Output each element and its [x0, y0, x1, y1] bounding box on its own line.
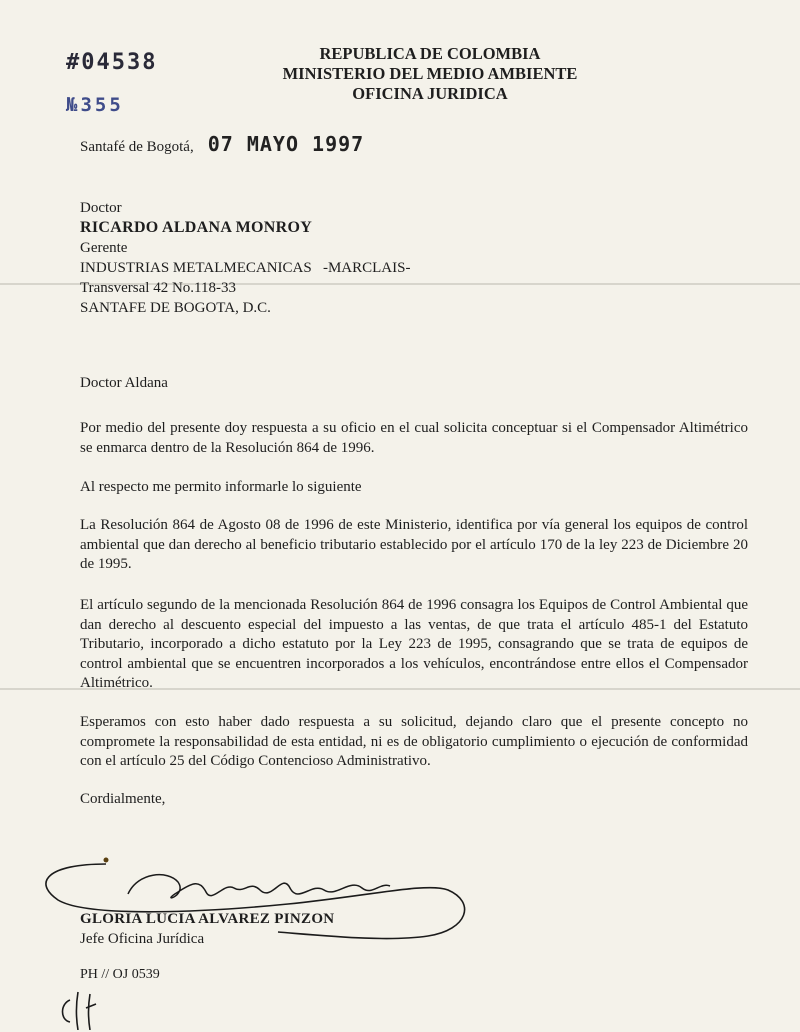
- paragraph: Esperamos con esto haber dado respuesta a su solicitud, dejando claro que el presente concepto no compromete la responsabilidad de esta entidad, ni es de obligatorio cumplimiento o ejecución de conformidad con el artículo 25 del Código Contencioso Administrativo.: [80, 714, 748, 769]
- paragraph: Al respecto me permito informarle lo siguiente: [80, 479, 362, 495]
- paragraph: La Resolución 864 de Agosto 08 de 1996 de este Ministerio, identifica por vía general los equipos de control ambiental que dan derecho al beneficio tributario establecido por el artículo 170 de la ley 223 de Diciembre 20 de 1995.: [80, 517, 748, 572]
- signer-name: GLORIA LUCIA ALVAREZ PINZON: [80, 911, 335, 927]
- recipient-city: SANTAFE DE BOGOTA, D.C.: [80, 300, 271, 316]
- handwritten-initials: [56, 990, 126, 1030]
- closing: Cordialmente,: [80, 791, 166, 807]
- signer-position: Jefe Oficina Jurídica: [80, 931, 205, 947]
- recipient-company: INDUSTRIAS METALMECANICAS -MARCLAIS-: [80, 260, 411, 276]
- recipient-title: Doctor: [80, 200, 122, 216]
- salutation: Doctor Aldana: [80, 375, 168, 391]
- signer-block: [80, 909, 334, 949]
- date-line: [80, 132, 364, 156]
- reference-code: PH // OJ 0539: [80, 967, 160, 982]
- recipient-address: Transversal 42 No.118-33: [80, 280, 236, 296]
- letterhead: [240, 44, 620, 104]
- letterhead-country: REPUBLICA DE COLOMBIA: [319, 44, 541, 63]
- paragraph: El artículo segundo de la mencionada Resolución 864 de 1996 consagra los Equipos de Control Ambiental que dan derecho al descuento especial del impuesto a las ventas, de que trata el artículo 485-1 del Estatuto Tributario, incorporado a dicho estatuto por la Ley 223 de 1995, consagrando que se trata de equipos de control ambiental que se encuentren incorporados a los vehículos, encontrándose entre ellos el Compensador Altimétrico.: [80, 597, 748, 691]
- city: Santafé de Bogotá,: [80, 139, 194, 155]
- letterhead-ministry: MINISTERIO DEL MEDIO AMBIENTE: [282, 64, 578, 83]
- recipient-position: Gerente: [80, 240, 128, 256]
- recipient-block: [80, 198, 410, 318]
- radicado-number: №355: [66, 94, 124, 116]
- letterhead-office: OFICINA JURIDICA: [352, 84, 508, 103]
- recipient-name: RICARDO ALDANA MONROY: [80, 219, 313, 236]
- date-stamp: 07 MAYO 1997: [207, 132, 365, 156]
- paragraph: Por medio del presente doy respuesta a su oficio en el cual solicita conceptuar si el Compensador Altimétrico se enmarca dentro de la Resolución 864 de 1996.: [80, 420, 748, 456]
- stamp-number: #04538: [66, 50, 158, 75]
